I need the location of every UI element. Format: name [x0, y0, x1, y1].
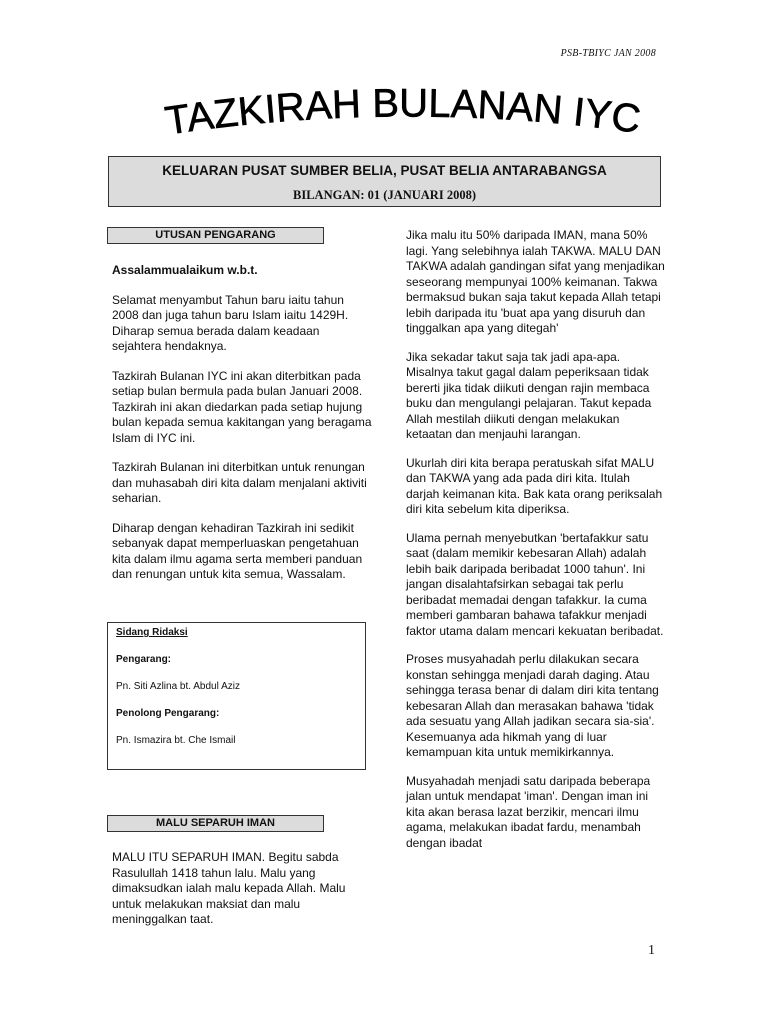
masthead-title-art [118, 82, 688, 152]
article-right-column [406, 228, 666, 864]
article-paragraph: Jika sekadar takut saja tak jadi apa-apa. Misalnya takut gagal dalam peperiksaan tidak bererti jika tidak diikuti dengan rajin membaca buku dan mengulangi pelajaran. Takut kepada Allah mestilah diikuti dengan melakukan ketaatan dan menjauhi larangan. [406, 349, 652, 441]
section-heading-utusan-pengarang: UTUSAN PENGARANG [107, 227, 324, 244]
editor-paragraph: Diharap dengan kehadiran Tazkirah ini sedikit sebanyak dapat memperluaskan pengetahuan kita dalam ilmu agama serta memberi panduan dan renungan untuk kita semua, Wassalam. [112, 520, 363, 581]
editor-role-label: Pengarang: [116, 654, 172, 665]
document-reference-code: PSB-TBIYC JAN 2008 [560, 48, 656, 59]
assistant-editor-role-label: Penolong Pengarang: [116, 708, 220, 719]
malu-article-intro [112, 850, 372, 942]
publisher-name: KELUARAN PUSAT SUMBER BELIA, PUSAT BELIA ANTARABANGSA [162, 163, 607, 178]
editor-paragraph: Tazkirah Bulanan ini diterbitkan untuk renungan dan muhasabah diri kita dalam menjalani aktiviti seharian. [112, 460, 367, 505]
issue-number: BILANGAN: 01 (JANUARI 2008) [293, 188, 476, 202]
article-paragraph: MALU ITU SEPARUH IMAN. Begitu sabda Rasulullah 1418 tahun lalu. Malu yang dimaksudkan ialah malu kepada Allah. Malu untuk melakukan maksiat dan malu meninggalkan taat. [112, 850, 346, 926]
section-heading-malu-separuh-iman: MALU SEPARUH IMAN [107, 815, 324, 832]
article-paragraph: Jika malu itu 50% daripada IMAN, mana 50% lagi. Yang selebihnya ialah TAKWA. MALU DAN TAKWA adalah gandingan sifat yang menjadikan seseorang mempunyai 100% keimanan. Takwa bermaksud bukan saja takut kepada Allah tetapi lebih daripada itu 'buat apa yang disuruh dan tinggalkan apa yang ditegah' [406, 228, 665, 335]
publisher-banner [108, 156, 661, 207]
editor-message [112, 263, 372, 597]
article-paragraph: Proses musyahadah perlu dilakukan secara konstan sehingga menjadi darah daging. Atau sehingga terasa benar di dalam diri kita tentang kebesaran Allah dan merasakan bahawa 'tidak ada sesuatu yang Allah jadikan secara sia-sia'. Kesemuanya ada hikmah yang di luar kemampuan kita untuk memikirkannya. [406, 652, 659, 759]
editorial-board-box [107, 622, 366, 770]
masthead-title-text: TAZKIRAH BULANAN IYC [162, 82, 644, 144]
editorial-board-title: Sidang Ridaksi [116, 627, 188, 638]
editor-paragraph: Tazkirah Bulanan IYC ini akan diterbitkan pada setiap bulan bermula pada bulan Januari 2008. Tazkirah ini akan diedarkan pada setiap hujung bulan kepada semua kakitangan yang beragama Islam di IYC ini. [112, 368, 372, 445]
article-paragraph: Ulama pernah menyebutkan 'bertafakkur satu saat (dalam memikir kebesaran Allah) adalah lebih baik daripada beribadat 1000 tahun'. Ini jangan disalahtafsirkan sebagai tak perlu beribadat memadai dengan tafakkur. Ia cuma memberi gambaran bahawa tafakkur menjadi faktor utama dalam mencari kekuatan beribadat. [406, 530, 664, 638]
greeting: Assalammualaikum w.b.t. [112, 263, 258, 277]
editor-name: Pn. Siti Azlina bt. Abdul Aziz [116, 681, 240, 692]
article-paragraph: Musyahadah menjadi satu daripada beberapa jalan untuk mendapat 'iman'. Dengan iman ini kita akan berasa lazat berzikir, mencari ilmu agama, melakukan ibadat fardu, menambah dengan ibadat [406, 773, 651, 850]
editor-paragraph: Selamat menyambut Tahun baru iaitu tahun 2008 dan juga tahun baru Islam iaitu 1429H. Diharap semua berada dalam keadaan sejahtera hendaknya. [112, 292, 349, 353]
assistant-editor-name: Pn. Ismazira bt. Che Ismail [116, 735, 236, 746]
page-number: 1 [648, 943, 655, 958]
masthead-title [118, 82, 688, 152]
article-paragraph: Ukurlah diri kita berapa peratuskah sifat MALU dan TAKWA yang ada pada diri kita. Itulah darjah keimanan kita. Bak kata orang periksalah diri kita sebelum kita diperiksa. [406, 455, 663, 516]
